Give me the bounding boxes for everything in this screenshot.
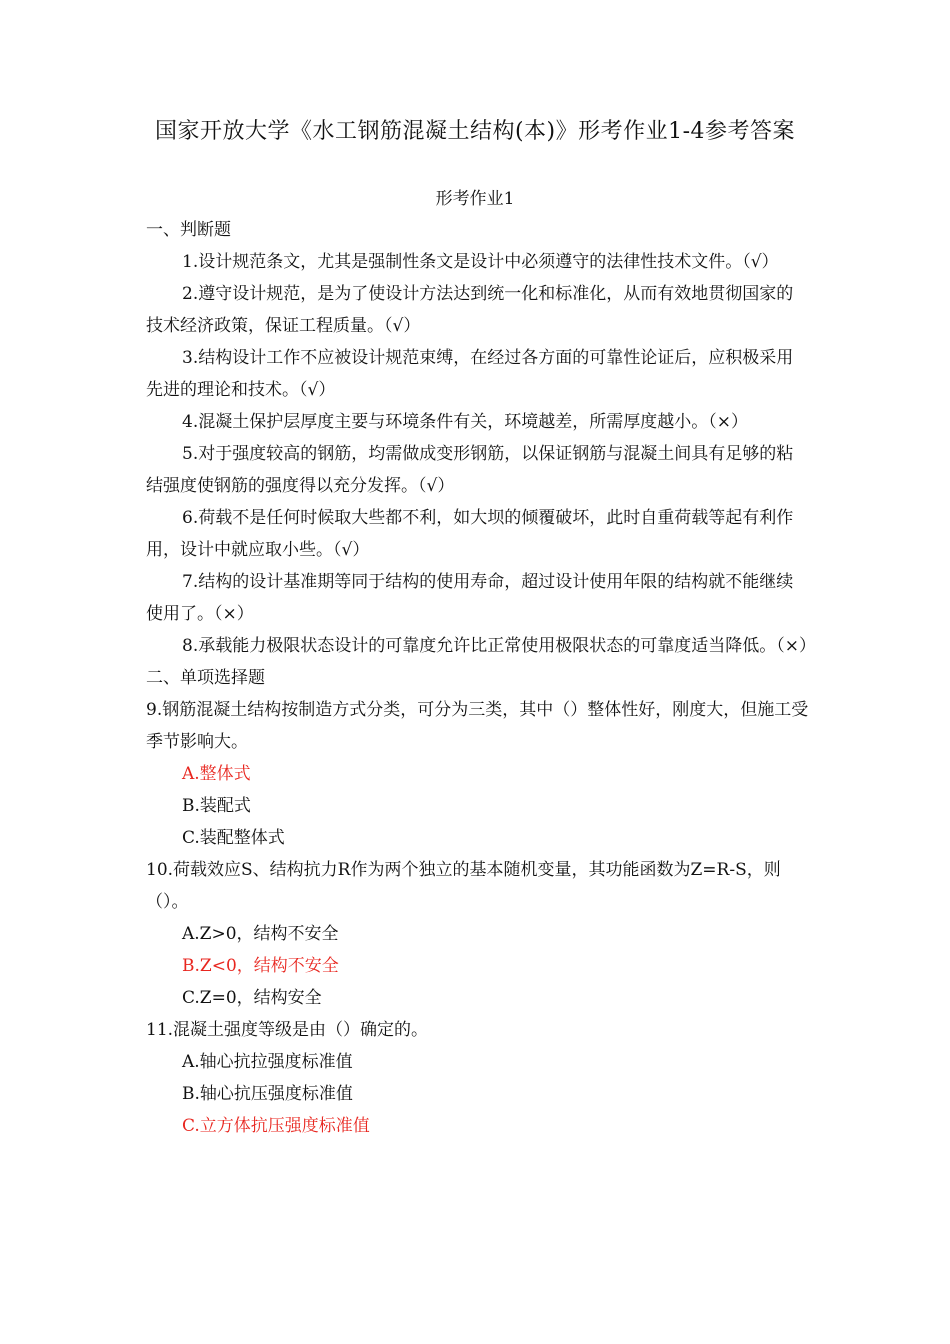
section-heading-single-choice: 二、单项选择题 <box>146 668 265 688</box>
judge-item-1: 1.设计规范条文，尤其是强制性条文是设计中必须遵守的法律性技术文件。（√） <box>182 252 779 272</box>
judge-item-4: 4.混凝土保护层厚度主要与环境条件有关，环境越差，所需厚度越小。（×） <box>182 412 748 432</box>
section-heading-judgement: 一、判断题 <box>146 220 231 240</box>
judge-item-8: 8.承载能力极限状态设计的可靠度允许比正常使用极限状态的可靠度适当降低。（×） <box>182 636 816 656</box>
judge-item-6: 6.荷载不是任何时候取大些都不利，如大坝的倾覆破坏，此时自重荷载等起有利作用，设计中就应取小些。（√） <box>146 508 794 560</box>
question-10-stem: 10.荷载效应S、结构抗力R作为两个独立的基本随机变量，其功能函数为Z=R-S，则（）。 <box>146 860 781 912</box>
question-11-option-c-answer: C.立方体抗压强度标准值 <box>182 1116 370 1136</box>
assignment-subtitle: 形考作业1 <box>435 189 515 209</box>
judge-item-3: 3.结构设计工作不应被设计规范束缚，在经过各方面的可靠性论证后，应积极采用先进的理论和技术。（√） <box>146 348 794 400</box>
document-body <box>146 214 816 1142</box>
question-11-stem: 11.混凝土强度等级是由（）确定的。 <box>146 1020 429 1040</box>
question-10-option-c: C.Z=0，结构安全 <box>182 988 322 1008</box>
question-11-option-b: B.轴心抗压强度标准值 <box>182 1084 353 1104</box>
judge-item-5: 5.对于强度较高的钢筋，均需做成变形钢筋，以保证钢筋与混凝土间具有足够的粘结强度使钢筋的强度得以充分发挥。（√） <box>146 444 794 496</box>
judge-item-7: 7.结构的设计基准期等同于结构的使用寿命，超过设计使用年限的结构就不能继续使用了。（×） <box>146 572 794 624</box>
document-title: 国家开放大学《水工钢筋混凝土结构(本)》形考作业1-4参考答案 <box>154 119 796 144</box>
question-9-stem: 9.钢筋混凝土结构按制造方式分类，可分为三类，其中（）整体性好，刚度大，但施工受季节影响大。 <box>146 700 809 752</box>
question-9-option-a-answer: A.整体式 <box>182 764 251 784</box>
question-10-option-b-answer: B.Z<0，结构不安全 <box>182 956 339 976</box>
question-10-option-a: A.Z>0，结构不安全 <box>182 924 339 944</box>
question-11-option-a: A.轴心抗拉强度标准值 <box>182 1052 353 1072</box>
judge-item-2: 2.遵守设计规范，是为了使设计方法达到统一化和标准化，从而有效地贯彻国家的技术经济政策，保证工程质量。（√） <box>146 284 794 336</box>
question-9-option-c: C.装配整体式 <box>182 828 285 848</box>
question-9-option-b: B.装配式 <box>182 796 251 816</box>
